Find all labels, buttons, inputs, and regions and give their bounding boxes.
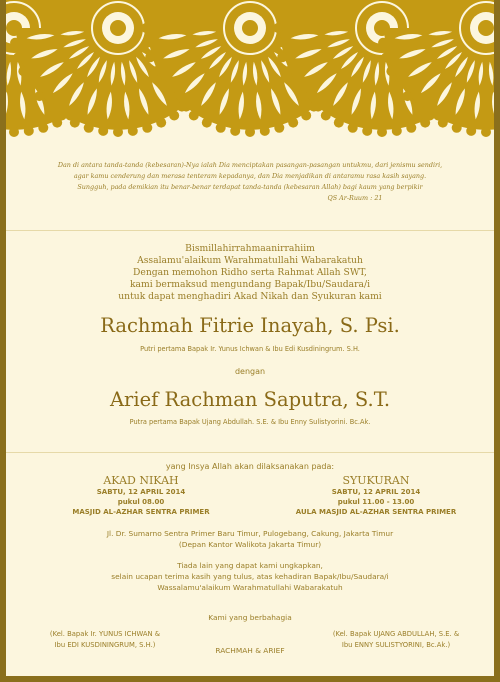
akad-date: SABTU, 12 APRIL 2014	[96, 488, 186, 496]
bride-parents: Putri pertama Bapak Ir. Yunus Ichwan & Ibu Edi Kusdiningrum. S.H.	[140, 345, 360, 353]
groom-parents: Putra pertama Bapak Ujang Abdullah. S.E. & Ibu Enny Sulistyorini. Bc.Ak.	[129, 418, 371, 426]
intro-line: untuk dapat menghadiri Akad Nikah dan Syukuran kami	[118, 291, 382, 302]
intro-line: Assalamu'alaikum Warahmatullahi Wabarakatuh	[137, 255, 363, 266]
syukuran-venue: AULA MASJID AL-AZHAR SENTRA PRIMER	[295, 508, 457, 516]
syukuran-date: SABTU, 12 APRIL 2014	[331, 488, 421, 496]
connector-text: dengan	[234, 367, 266, 376]
closing-line: selain ucapan terima kasih yang tulus, atas kehadiran Bapak/Ibu/Saudara/i	[111, 572, 389, 581]
invitation-card	[6, 0, 494, 676]
quran-verse	[6, 160, 494, 204]
closing-line: Tiada lain yang dapat kami ungkapkan,	[177, 561, 323, 570]
verse-source: QS Ar-Ruum : 21	[327, 194, 383, 202]
signoff: Kami yang berbahagia	[208, 613, 292, 622]
intro-line: kami bermaksud mengundang Bapak/Ibu/Saudara/i	[129, 279, 371, 290]
lace-ornament	[6, 0, 494, 150]
verse-line: agar kamu cenderung dan merasa tenteram kepadanya, dan Dia menjadikan di antaramu rasa kasih sayang.	[73, 172, 427, 180]
akad-section	[66, 474, 216, 517]
groom-name: Arief Rachman Saputra, S.T.	[109, 388, 391, 411]
invitation-intro	[6, 243, 494, 303]
family-right-line: Ibu ENNY SULISTYORINI, Bc.Ak.)	[341, 641, 451, 649]
divider	[6, 230, 494, 231]
couple-names: RACHMAH & ARIEF	[215, 646, 285, 655]
syukuran-time: pukul 11.00 - 13.00	[337, 498, 415, 506]
closing	[6, 560, 494, 593]
intro-line: Dengan memohon Ridho serta Rahmat Allah SWT,	[133, 267, 367, 278]
verse-line: Sungguh, pada demikian itu benar-benar terdapat tanda-tanda (kebesaran Allah) bagi kaum yang berpikir	[77, 183, 423, 191]
intro-line: Bismillahirrahmaanirrahiim	[185, 243, 315, 254]
syukuran-section	[286, 474, 466, 517]
akad-venue: MASJID AL-AZHAR SENTRA PRIMER	[72, 508, 210, 516]
akad-title: AKAD NIKAH	[103, 474, 179, 487]
closing-line: Wassalamu'alaikum Warahmatullahi Wabarakatuh	[157, 583, 343, 592]
address-line: (Depan Kantor Walikota Jakarta Timur)	[178, 540, 322, 549]
family-left-line: (Kel. Bapak Ir. YUNUS ICHWAN &	[49, 630, 161, 638]
address	[6, 528, 494, 550]
schedule-intro: yang Insya Allah akan dilaksanakan pada:	[165, 462, 335, 471]
address-line: Jl. Dr. Sumarno Sentra Primer Baru Timur, Pulogebang, Cakung, Jakarta Timur	[106, 529, 394, 538]
family-left-line: Ibu EDI KUSDININGRUM, S.H.)	[54, 641, 156, 649]
family-right-line: (Kel. Bapak UJANG ABDULLAH, S.E. &	[332, 630, 460, 638]
akad-time: pukul 08.00	[117, 498, 165, 506]
divider	[6, 452, 494, 453]
family-right	[306, 629, 486, 651]
bride-name: Rachmah Fitrie Inayah, S. Psi.	[100, 314, 400, 337]
syukuran-title: SYUKURAN	[342, 474, 410, 487]
verse-line: Dan di antara tanda-tanda (kebesaran)-Nya ialah Dia menciptakan pasangan-pasangan untukmu, dari jenismu sendiri,	[57, 161, 443, 169]
